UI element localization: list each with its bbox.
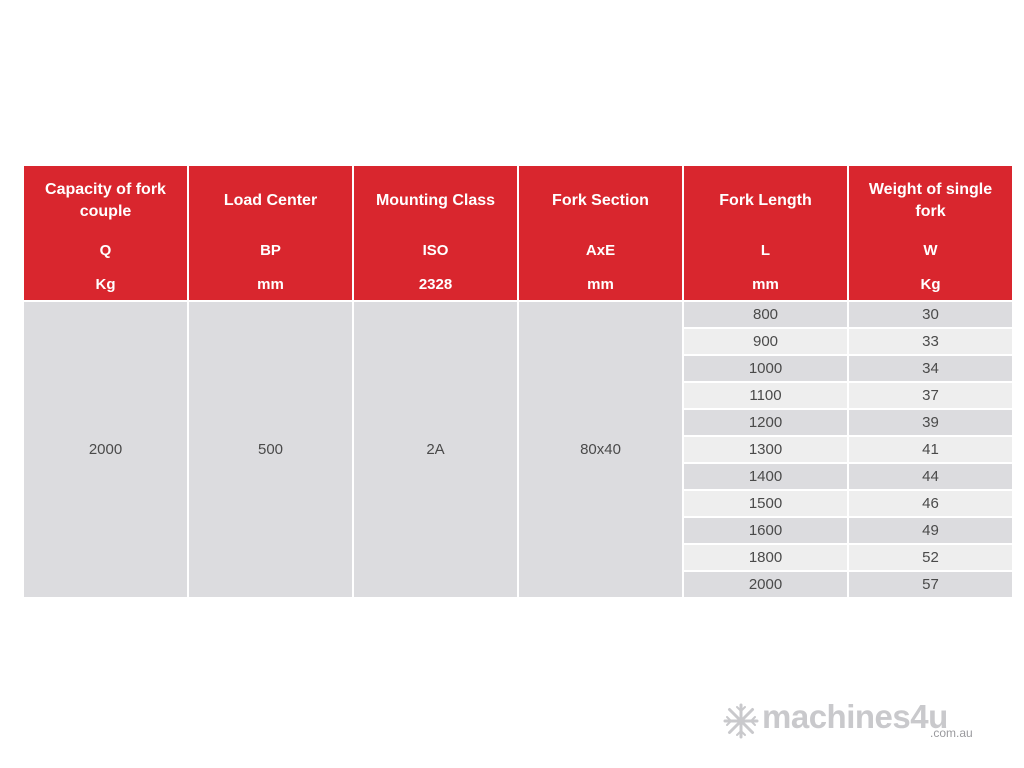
header-unit: Kg (920, 276, 941, 293)
header-title: Fork Section (552, 192, 649, 209)
header-fork-weight (848, 165, 1013, 301)
header-symbol: W (923, 242, 938, 259)
fork-weight-cell: 49 (848, 517, 1013, 544)
header-unit: mm (257, 276, 284, 293)
header-title: Load Center (223, 192, 318, 209)
fork-length-cell: 1800 (683, 544, 848, 571)
header-fork-section (518, 165, 683, 301)
header-row (23, 165, 1013, 301)
header-unit: 2328 (418, 276, 453, 293)
header-unit: mm (587, 276, 614, 293)
fork-length-cell: 900 (683, 328, 848, 355)
header-title: Mounting Class (375, 192, 496, 209)
header-mounting-class (353, 165, 518, 301)
fork-weight-cell: 44 (848, 463, 1013, 490)
logo-domain: .com.au (930, 726, 973, 740)
fork-weight-cell: 33 (848, 328, 1013, 355)
header-title: Capacity of fork couple (45, 181, 166, 220)
snowflake-star-icon (722, 702, 760, 740)
fork-weight-cell: 39 (848, 409, 1013, 436)
fork-length-cell: 1600 (683, 517, 848, 544)
fork-length-cell: 800 (683, 301, 848, 328)
header-capacity (23, 165, 188, 301)
fork-weight-cell: 37 (848, 382, 1013, 409)
capacity-cell: 2000 (23, 301, 188, 598)
fork-length-cell: 1100 (683, 382, 848, 409)
header-unit: mm (752, 276, 779, 293)
header-fork-length (683, 165, 848, 301)
logo-wordmark: machines4u (762, 698, 948, 735)
header-unit: Kg (95, 276, 116, 293)
header-symbol: ISO (422, 242, 449, 259)
header-symbol: AxE (585, 242, 616, 259)
fork-weight-cell: 30 (848, 301, 1013, 328)
fork-weight-cell: 57 (848, 571, 1013, 598)
fork-length-cell: 1400 (683, 463, 848, 490)
fork-weight-cell: 52 (848, 544, 1013, 571)
fork-length-cell: 1500 (683, 490, 848, 517)
fork-weight-cell: 46 (848, 490, 1013, 517)
fork-section-cell: 80x40 (518, 301, 683, 598)
header-title: Weight of single fork (868, 181, 993, 220)
load-center-cell: 500 (188, 301, 353, 598)
header-symbol: BP (260, 242, 281, 259)
fork-weight-cell: 41 (848, 436, 1013, 463)
mounting-class-cell: 2A (353, 301, 518, 598)
fork-length-cell: 2000 (683, 571, 848, 598)
header-load-center (188, 165, 353, 301)
table-row (23, 301, 1013, 328)
fork-spec-table (22, 164, 1014, 599)
fork-weight-cell: 34 (848, 355, 1013, 382)
header-title: Fork Length (719, 192, 812, 209)
header-symbol: L (760, 242, 771, 259)
fork-length-cell: 1200 (683, 409, 848, 436)
machines4u-logo[interactable] (722, 700, 992, 744)
header-symbol: Q (99, 242, 112, 259)
fork-length-cell: 1300 (683, 436, 848, 463)
fork-length-cell: 1000 (683, 355, 848, 382)
